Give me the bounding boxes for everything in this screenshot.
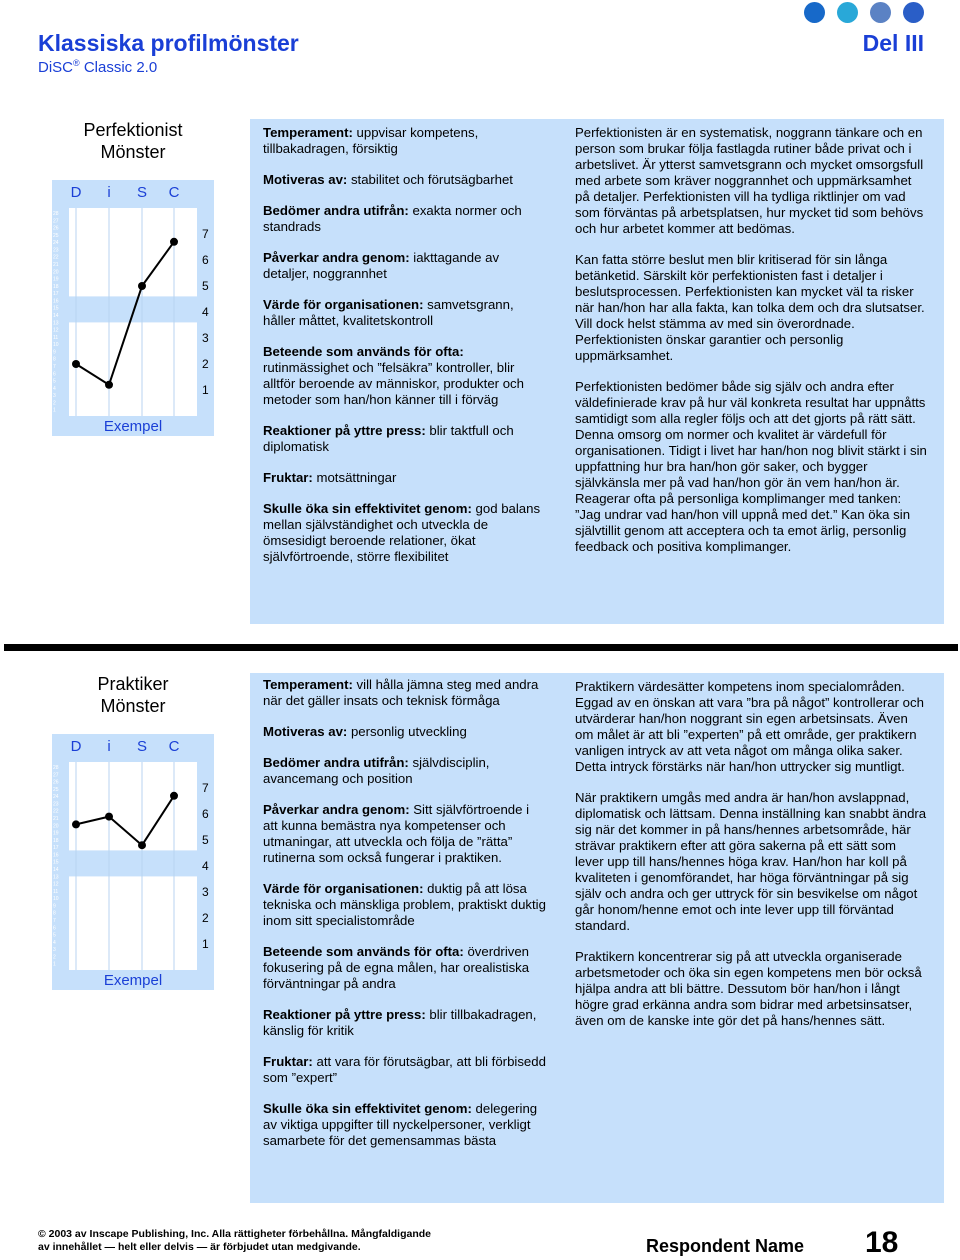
section-1-disc-graph: [52, 180, 214, 436]
right-tick-label: 4: [202, 305, 209, 319]
left-tick-label: 21: [53, 262, 59, 268]
right-tick-label: 2: [202, 911, 209, 925]
category-label: D: [70, 184, 82, 201]
left-tick-label: 28: [53, 765, 59, 771]
characteristic-label: Påverkar andra genom:: [263, 802, 410, 817]
characteristic-text: blir taktfull och diplomatisk: [263, 423, 514, 454]
category-label: C: [168, 738, 180, 755]
page-subtitle: [38, 58, 157, 76]
characteristic-label: Beteende som används för ofta:: [263, 344, 464, 359]
left-tick-label: 9: [53, 903, 56, 910]
characteristic-label: Skulle öka sin effektivitet genom:: [263, 501, 472, 516]
decorative-dots: [804, 2, 924, 24]
characteristic-label: Beteende som används för ofta:: [263, 944, 464, 959]
description-paragraph: Perfektionisten är en systematisk, noggrann tänkare och en person som brukar följa fastlagda rutiner både privat och i arbetslivet. Är ytterst samvetsgrann och mycket omsorgsfull med arbete som kräver noggrannhet och uppmärksamhet på detaljer. Perfektionisten vill ha tydliga riktlinjer om vad som förväntas på arbetsplatsen, hur mycket tid som behövs och hur arbetet kommer att bedömas.: [575, 125, 924, 236]
section-1-title-line1: Perfektionist: [83, 120, 183, 140]
characteristic-label: Motiveras av:: [263, 172, 348, 187]
left-tick-label: 6: [53, 925, 56, 932]
section-1-description: [575, 125, 927, 570]
section-2-title: [52, 673, 214, 717]
characteristic-text: vill hålla jämna steg med andra när det gäller insats och teknisk förmåga: [263, 677, 539, 708]
characteristic-item: [263, 724, 546, 740]
left-tick-label: 15: [53, 305, 59, 312]
characteristic-item: [263, 470, 546, 486]
characteristic-item: [263, 250, 546, 282]
left-tick-label: 14: [53, 313, 59, 319]
characteristic-text: personlig utveckling: [347, 724, 467, 739]
graph-caption: Exempel: [103, 972, 163, 989]
left-tick-label: 7: [53, 364, 56, 370]
characteristic-text: exakta normer och standrads: [263, 203, 522, 234]
characteristic-item: [263, 1007, 546, 1039]
characteristic-text: god balans mellan självständighet och utveckla de ömsesidigt beroende relationer, ökat självförtroende, större flexibilitet: [263, 501, 541, 564]
right-tick-label: 6: [202, 253, 209, 267]
left-tick-label: 13: [53, 874, 59, 881]
left-tick-label: 20: [53, 269, 59, 276]
left-tick-label: 27: [53, 772, 59, 779]
left-tick-label: 16: [53, 298, 59, 305]
characteristic-text: Sitt självförtroende i att kunna bemästra nya kompetenser och utmaningar, att utveckla och följa de ”rätta” rutinerna som också fungerar i praktiken.: [263, 802, 530, 865]
characteristic-label: Fruktar:: [263, 1054, 313, 1069]
left-tick-label: 24: [53, 794, 59, 801]
dot-2: [837, 2, 858, 23]
left-tick-label: 5: [53, 378, 56, 385]
characteristic-item: [263, 125, 546, 157]
profile-point: [138, 282, 146, 290]
characteristic-label: Reaktioner på yttre press:: [263, 1007, 426, 1022]
left-tick-label: 26: [53, 779, 59, 786]
characteristic-label: Skulle öka sin effektivitet genom:: [263, 1101, 472, 1116]
left-tick-label: 4: [53, 385, 56, 392]
characteristic-item: [263, 172, 546, 188]
left-tick-label: 25: [53, 786, 59, 793]
characteristic-item: [263, 802, 546, 866]
left-tick-label: 25: [53, 232, 59, 239]
left-tick-label: 8: [53, 356, 56, 363]
characteristic-text: samvetsgrann, håller måttet, kvalitetskontroll: [263, 297, 514, 328]
right-tick-label: 7: [202, 781, 209, 795]
left-tick-label: 24: [53, 240, 59, 247]
section-2-title-line2: Mönster: [100, 696, 166, 716]
left-tick-label: 19: [53, 276, 59, 283]
respondent-name: Respondent Name: [646, 1236, 805, 1256]
right-tick-label: 4: [202, 859, 209, 873]
right-tick-label: 2: [202, 357, 209, 371]
dot-1: [804, 2, 825, 23]
category-label: S: [136, 184, 148, 201]
left-tick-label: 1: [53, 407, 56, 414]
registered-mark: ®: [73, 58, 80, 68]
subtitle-version: Classic 2.0: [79, 59, 158, 76]
left-tick-label: 3: [53, 947, 56, 954]
left-tick-label: 22: [53, 254, 59, 261]
right-tick-label: 1: [202, 937, 209, 951]
section-2-characteristics: [263, 677, 546, 1164]
right-tick-label: 1: [202, 383, 209, 397]
characteristic-item: [263, 944, 546, 992]
page-title: Klassiska profilmönster: [38, 30, 299, 56]
section-1-title-line2: Mönster: [100, 142, 166, 162]
left-tick-label: 18: [53, 837, 59, 844]
profile-point: [170, 792, 178, 800]
section-1-characteristics: [263, 125, 546, 580]
left-tick-label: 10: [53, 896, 59, 903]
left-tick-label: 14: [53, 867, 59, 873]
right-tick-label: 3: [202, 885, 209, 899]
category-label: D: [70, 738, 82, 755]
section-2-title-line1: Praktiker: [97, 674, 169, 694]
left-tick-label: 19: [53, 830, 59, 837]
left-tick-label: 2: [53, 954, 56, 961]
description-paragraph: Praktikern värdesätter kompetens inom specialområden. Eggad av en önskan att vara ”bra på något” kontrollerar och utvärderar han/hon noggrant sin egen arbetsinsats. Även om målet är att bli ”experten” på ett område, ger praktikern vanligen intryck av att veta något om många olika saker. Detta intryck förstärks när han/hon uttrycker sig muntligt.: [575, 679, 924, 774]
left-tick-label: 23: [53, 247, 59, 254]
characteristic-label: Fruktar:: [263, 470, 313, 485]
characteristic-label: Reaktioner på yttre press:: [263, 423, 426, 438]
left-tick-label: 5: [53, 932, 56, 939]
left-tick-label: 10: [53, 342, 59, 349]
right-tick-label: 3: [202, 331, 209, 345]
characteristic-item: [263, 1101, 546, 1149]
left-tick-label: 23: [53, 801, 59, 808]
left-tick-label: 12: [53, 327, 59, 334]
copyright-line-2: av innehållet — helt eller delvis — är förbjudet utan medgivande.: [38, 1241, 361, 1253]
profile-point: [72, 360, 80, 368]
characteristic-text: självdisciplin, avancemang och position: [263, 755, 490, 786]
left-tick-label: 16: [53, 852, 59, 859]
section-2-description: [575, 679, 927, 1044]
characteristic-item: [263, 297, 546, 329]
characteristic-label: Temperament:: [263, 125, 353, 140]
dot-4: [903, 2, 924, 23]
left-tick-label: 2: [53, 400, 56, 407]
characteristic-text: blir tillbakadragen, känslig för kritik: [263, 1007, 537, 1038]
section-1-title: [52, 119, 214, 163]
left-tick-label: 26: [53, 225, 59, 232]
characteristic-label: Motiveras av:: [263, 724, 348, 739]
section-2-disc-graph: [52, 734, 214, 990]
profile-point: [105, 381, 113, 389]
left-tick-label: 1: [53, 961, 56, 968]
characteristic-item: [263, 1054, 546, 1086]
left-tick-label: 22: [53, 808, 59, 815]
midline-band: [69, 850, 197, 876]
right-tick-label: 7: [202, 227, 209, 241]
part-label: Del III: [862, 30, 924, 56]
right-tick-label: 6: [202, 807, 209, 821]
left-tick-label: 12: [53, 881, 59, 888]
characteristic-label: Temperament:: [263, 677, 353, 692]
left-tick-label: 15: [53, 859, 59, 866]
left-tick-label: 17: [53, 845, 59, 852]
description-paragraph: När praktikern umgås med andra är han/hon avslappnad, diplomatisk och lättsam. Denna inställning kan snabbt ändra sig när det kommer in på hans/hennes arbetsområde, här strävar praktikern efter att göra sakerna på ett sätt som lever upp till hans/hennes höga krav. Han/hon har koll på kvaliteten i genomförandet, har höga förväntningar på sig själv och andra och ger uttryck för sin besvikelse om något går honom/henne emot och inte lever upp till förväntad standard.: [575, 790, 927, 933]
description-paragraph: Kan fatta större beslut men blir kritiserad för sin långa betänketid. Särskilt kör perfektionisten fast i detaljer i beslutsprocessen. Perfektionisten kan mycket väl ta risker när han/hon har alla fakta, kan tolka dem och dra slutsatser. Vill dock helst stämma av med sin överordnade. Perfektionisten önskar garantier och personlig uppmärksamhet.: [575, 252, 925, 363]
left-tick-label: 21: [53, 816, 59, 822]
left-tick-label: 7: [53, 918, 56, 924]
category-label: C: [168, 184, 180, 201]
characteristic-item: [263, 881, 546, 929]
page-number: 18: [865, 1226, 899, 1259]
characteristic-text: motsättningar: [312, 470, 397, 485]
characteristic-item: [263, 501, 546, 565]
left-tick-label: 28: [53, 211, 59, 217]
category-label: i: [107, 184, 111, 201]
characteristic-label: Bedömer andra utifrån:: [263, 203, 409, 218]
characteristic-item: [263, 677, 546, 709]
characteristic-text: iakttagande av detaljer, noggrannhet: [263, 250, 500, 281]
left-tick-label: 11: [53, 888, 59, 895]
characteristic-label: Påverkar andra genom:: [263, 250, 410, 265]
left-tick-label: 13: [53, 320, 59, 327]
copyright-line-1: © 2003 av Inscape Publishing, Inc. Alla rättigheter förbehållna. Mångfaldigande: [38, 1228, 432, 1240]
characteristic-item: [263, 344, 546, 408]
characteristic-text: att vara för förutsägbar, att bli förbisedd som ”expert”: [263, 1054, 546, 1085]
left-tick-label: 3: [53, 393, 56, 400]
characteristic-label: Värde för organisationen:: [263, 297, 424, 312]
midline-band: [69, 296, 197, 322]
profile-point: [170, 238, 178, 246]
left-tick-label: 27: [53, 218, 59, 225]
category-label: S: [136, 738, 148, 755]
section-divider: [4, 644, 958, 651]
left-tick-label: 4: [53, 939, 56, 946]
left-tick-label: 20: [53, 823, 59, 830]
profile-point: [105, 813, 113, 821]
characteristic-text: duktig på att lösa tekniska och mänskliga problem, praktiskt duktig inom sitt specialistområde: [263, 881, 546, 928]
subtitle-brand: DiSC: [38, 59, 74, 76]
left-tick-label: 9: [53, 349, 56, 356]
characteristic-item: [263, 423, 546, 455]
characteristic-text: uppvisar kompetens, tillbakadragen, försiktig: [263, 125, 479, 156]
characteristic-text: delegering av viktiga uppgifter till nyckelpersoner, verkligt samarbete för det gemensammas bästa: [263, 1101, 538, 1148]
right-tick-label: 5: [202, 833, 209, 847]
characteristic-text: stabilitet och förutsägbarhet: [347, 172, 513, 187]
copyright-notice: [38, 1228, 431, 1254]
category-label: i: [107, 738, 111, 755]
profile-point: [72, 820, 80, 828]
dot-3: [870, 2, 891, 23]
left-tick-label: 11: [53, 334, 59, 341]
characteristic-text: överdriven fokusering på de egna målen, har orealistiska förväntningar på andra: [263, 944, 530, 991]
left-tick-label: 6: [53, 371, 56, 378]
right-tick-label: 5: [202, 279, 209, 293]
characteristic-label: Värde för organisationen:: [263, 881, 424, 896]
profile-point: [138, 841, 146, 849]
characteristic-item: [263, 203, 546, 235]
description-paragraph: Perfektionisten bedömer både sig själv och andra efter väldefinierade krav på hur väl konkreta resultat har uppnåtts samtidigt som alla regler följs och att det gjorts på rätt sätt. Denna omsorg om normer och kvalitet är värdefull för organisationen. Tidigt i livet har han/hon nog blivit stärkt i sin uppfattning hur bra han/hon gör saker, och bygger självkänsla mer på vad han/hon gör än vem han/hon är. Reagerar ofta på personliga komplimanger med tanken: ”Jag undrar vad han/hon vill uppnå med det.” Kan öka sin självtillit genom att acceptera och ta emot ärlig, personlig feedback och positiva komplimanger.: [575, 379, 927, 554]
characteristic-label: Bedömer andra utifrån:: [263, 755, 409, 770]
left-tick-label: 17: [53, 291, 59, 298]
characteristic-item: [263, 755, 546, 787]
graph-caption: Exempel: [103, 418, 163, 435]
left-tick-label: 18: [53, 283, 59, 290]
left-tick-label: 8: [53, 910, 56, 917]
description-paragraph: Praktikern koncentrerar sig på att utveckla organiserade arbetsmetoder och öka sin egen kompetens men bör också hjälpa andra att bli bättre. Dessutom bör han/hon i långt högre grad erkänna andra som bidrar med arbetsinsatser, även om de kanske inte gör det på hans/hennes sätt.: [575, 949, 922, 1028]
characteristic-text: rutinmässighet och ”felsäkra” kontroller, blir alltför beroende av människor, produkter och metoder som han/hon känner till i förväg: [263, 360, 524, 407]
